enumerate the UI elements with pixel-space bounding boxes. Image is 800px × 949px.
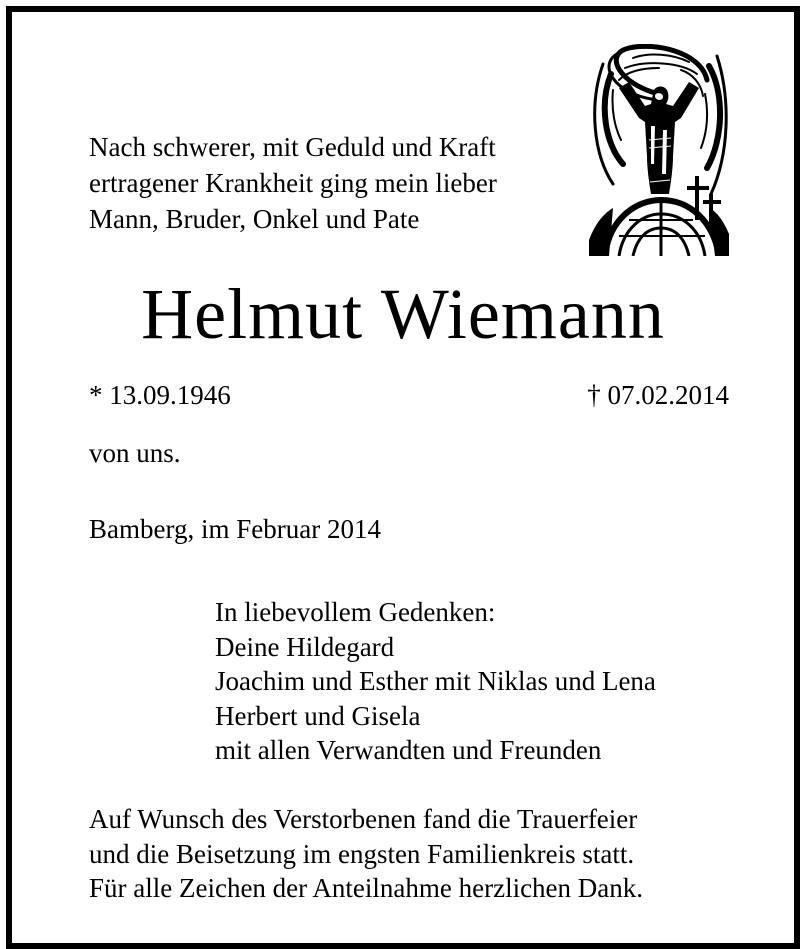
mourner-line: Joachim und Esther mit Niklas und Lena <box>215 666 656 696</box>
mourner-line: Deine Hildegard <box>215 631 395 662</box>
mourners-heading: In liebevollem Gedenken: <box>215 597 496 627</box>
intro-line: Mann, Bruder, Onkel und Pate <box>89 204 420 234</box>
deceased-name: Helmut Wiemann <box>141 274 665 354</box>
resurrected-christ-woodcut-icon <box>589 44 729 256</box>
intro-line: Nach schwerer, mit Geduld und Kraft <box>89 132 496 162</box>
obituary-notice <box>6 6 800 949</box>
birth-date: * 13.09.1946 <box>89 380 231 410</box>
mourner-line: mit allen Verwandten und Freunden <box>215 735 602 765</box>
mourner-line: Herbert und Gisela <box>215 700 421 731</box>
closing-line: und die Beisetzung im engsten Familienkreis statt. <box>89 838 635 869</box>
death-date: † 07.02.2014 <box>587 380 729 410</box>
mourners-list <box>215 595 656 768</box>
intro-line: ertragener Krankheit ging mein lieber <box>89 168 497 198</box>
intro-text <box>89 129 589 237</box>
closing-text <box>89 802 643 906</box>
closing-line: Auf Wunsch des Verstorbenen fand die Trauerfeier <box>89 804 638 834</box>
place-date: Bamberg, im Februar 2014 <box>89 514 381 544</box>
passing-line: von uns. <box>89 438 181 468</box>
closing-line: Für alle Zeichen der Anteilnahme herzlichen Dank. <box>89 873 644 903</box>
